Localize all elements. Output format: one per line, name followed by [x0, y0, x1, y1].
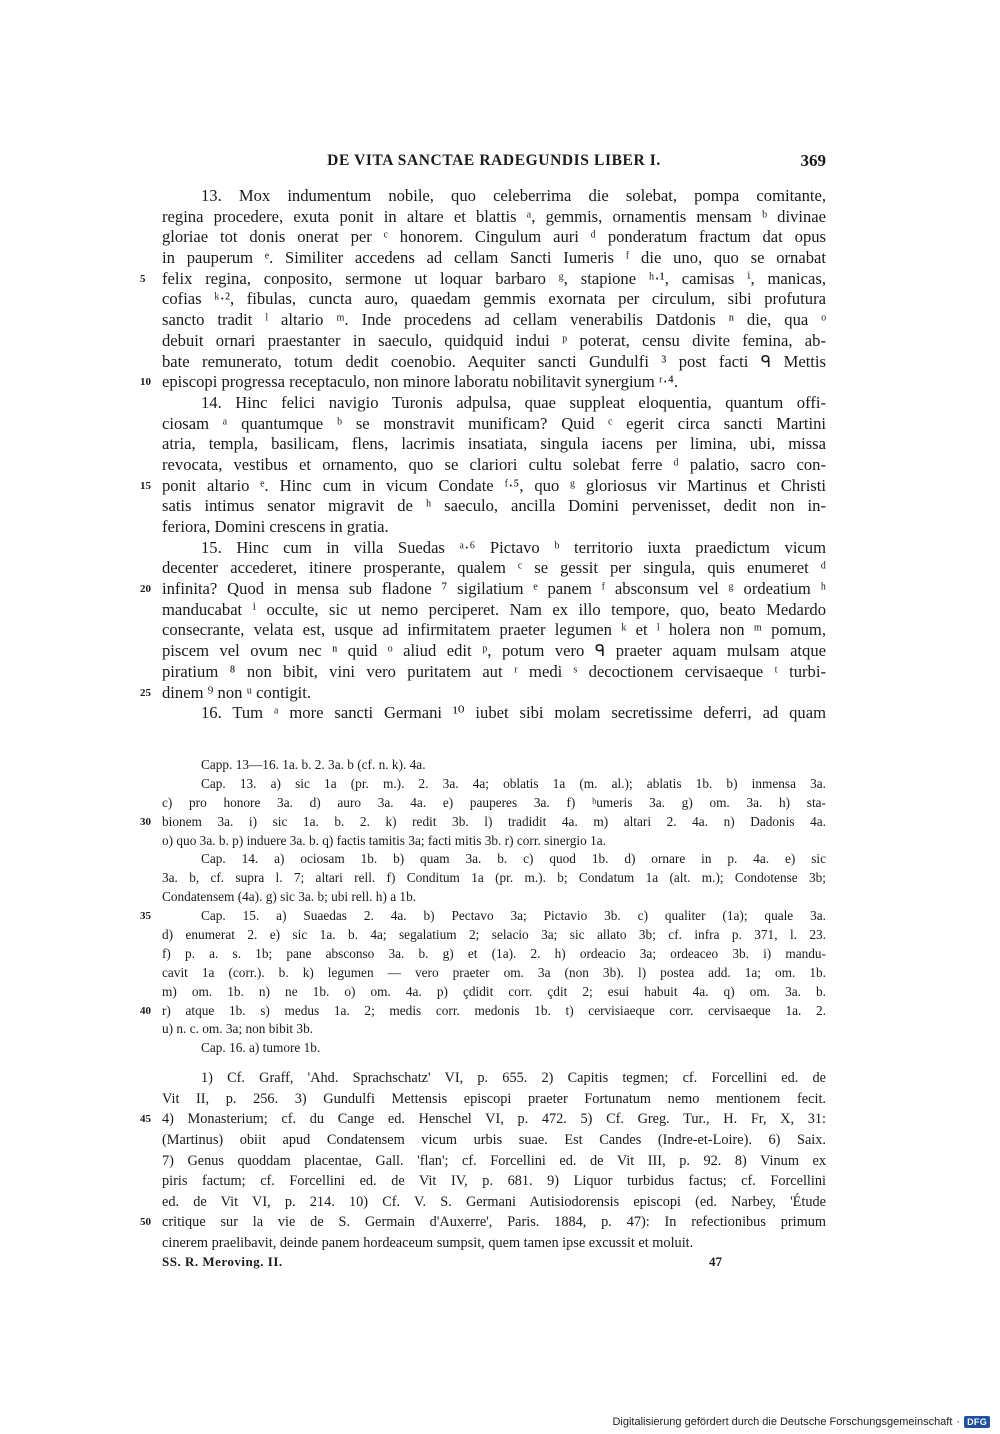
apparatus-line: [140, 907, 826, 926]
line-number: 15: [140, 479, 151, 492]
main-line: [140, 682, 826, 704]
main-line: [162, 558, 826, 579]
apparatus-text: c) pro honore 3a. d) auro 3a. 4a. e) pauperes 3a. f) ʰumeris 3a. g) om. 3a. h) sta-: [162, 794, 826, 810]
apparatus-line: [162, 945, 826, 964]
line-number: 40: [140, 1004, 151, 1017]
main-line: [162, 517, 826, 538]
main-line: [140, 372, 826, 393]
main-line: [140, 268, 826, 290]
note-line: [162, 1151, 826, 1172]
main-line: [162, 434, 826, 455]
apparatus-line: [162, 794, 826, 813]
apparatus-line: [140, 813, 826, 832]
note-text: 1) Cf. Graff, 'Ahd. Sprachschatz' VI, p. 655. 2) Capitis tegmen; cf. Forcellini ed. de: [201, 1070, 826, 1087]
main-line: [162, 641, 826, 662]
note-line: [162, 1068, 826, 1089]
main-text: atria, templa, basilicam, flens, lacrimis insatiata, singula iacens per limina, ubi, missa: [162, 434, 826, 454]
main-text: consecrante, velata est, usque ad infirmitatem praeter legumen ᵏ et ˡ holera non ᵐ pomum,: [162, 620, 826, 640]
note-text: Vit II, p. 256. 3) Gundulfi Mettensis episcopi praeter Fortunatum nemo mentionem fecit.: [162, 1090, 826, 1107]
sheet-number: 47: [709, 1254, 722, 1269]
dfg-logo: DFG: [964, 1416, 990, 1428]
main-line: [162, 207, 826, 228]
note-line: [162, 1130, 826, 1151]
main-line: [162, 186, 826, 207]
apparatus-text: Cap. 16. a) tumore 1b.: [201, 1040, 321, 1056]
main-text: [140, 186, 826, 724]
note-line: [162, 1089, 826, 1110]
apparatus-text: Cap. 14. a) ociosam 1b. b) quam 3a. b. c) quod 1b. d) ornare in p. 4a. e) sic: [201, 851, 826, 867]
apparatus-text: u) n. c. om. 3a; non bibit 3b.: [162, 1021, 314, 1037]
main-text: revocata, vestibus et ornamento, quo se clariori cultu solebat ferre ᵈ palatio, sacro con-: [162, 454, 826, 474]
apparatus-text: Capp. 13—16. 1a. b. 2. 3a. b (cf. n. k). 4a.: [201, 757, 426, 772]
main-line: [162, 600, 826, 621]
main-text: bate remunerato, totum dedit coenobio. Aequiter sancti Gundulfi ³ post facti ᑫ Mettis: [162, 351, 826, 371]
line-number: 20: [140, 583, 151, 596]
main-text: episcopi progressa receptaculo, non minore laboratu nobilitavit synergium ʳ·⁴.: [162, 372, 678, 392]
note-text: 7) Genus quoddam placentae, Gall. 'flan'; cf. Forcellini ed. de Vit III, p. 92. 8) Vinum ex: [162, 1152, 826, 1169]
main-text: feriora, Domini crescens in gratia.: [162, 517, 389, 536]
main-line: [162, 248, 826, 269]
note-line: [140, 1212, 826, 1233]
main-text: piratium ⁸ non bibit, vini vero puritatem aut ʳ medi ˢ decoctionem cervisaeque ᵗ turbi-: [162, 661, 826, 681]
main-text: piscem vel ovum nec ⁿ quid ᵒ aliud edit ᵖ, potum vero ᑫ praeter aquam mulsam atque: [162, 641, 826, 661]
main-text: in pauperum ᵉ. Similiter accedens ad cellam Sancti Iumeris ᶠ die uno, quo se ornabat: [162, 248, 826, 268]
apparatus-line: [162, 1020, 826, 1039]
apparatus-line: [162, 964, 826, 983]
main-line: [140, 579, 826, 600]
line-number: 5: [140, 272, 146, 285]
main-text: cofias ᵏ·², fibulas, cuncta auro, quaedam gemmis exornata per circulum, sibi profutura: [162, 289, 826, 309]
main-line: [162, 496, 826, 517]
main-text: manducabat ⁱ occulte, sic ut nemo perciperet. Nam ex illo tempore, quo, beato Medardo: [162, 599, 826, 619]
note-text: 4) Monasterium; cf. du Cange ed. Henschel VI, p. 472. 5) Cf. Greg. Tur., H. Fr, X, 31:: [162, 1111, 826, 1128]
line-number: 30: [140, 815, 151, 828]
apparatus-text: cavit 1a (corr.). b. k) legumen — vero praeter om. 3a (non 3b). l) postea add. 1a; om. 1b.: [162, 964, 826, 980]
note-line: [162, 1233, 826, 1254]
main-line: [162, 620, 826, 641]
main-text: 15. Hinc cum in villa Suedas ᵃ·⁶ Pictavo ᵇ territorio iuxta praedictum vicum: [201, 537, 826, 557]
apparatus-line: [162, 775, 826, 794]
main-text: regina procedere, exuta ponit in altare et blattis ᵃ, gemmis, ornamentis mensam ᵇ divinae: [162, 206, 826, 226]
apparatus-text: Condatensem (4a). g) sic 3a. b; ubi rell. h) a 1b.: [162, 889, 417, 905]
running-header: [162, 152, 826, 176]
apparatus-text: bionem 3a. i) sic 1a. b. 2. k) redit 3b. l) tradidit 4a. m) altari 2. 4a. n) Dadonis 4a.: [162, 813, 826, 829]
main-line: [162, 310, 826, 331]
note-line: [162, 1192, 826, 1213]
main-text: satis intimus senator migravit de ʰ saeculo, ancilla Domini pervenisset, dedit non in-: [162, 496, 826, 516]
apparatus-text: o) quo 3a. b. p) induere 3a. b. q) factis tamitis 3a; facti mitis 3b. r) corr. sinergio 1a.: [162, 832, 606, 848]
line-number: 50: [140, 1216, 151, 1229]
main-text: 16. Tum ᵃ more sancti Germani ¹⁰ iubet sibi molam secretissime deferri, ad quam: [201, 703, 826, 723]
main-text: debuit ornari praestanter in saeculo, quidquid indui ᵖ poterat, censu divite femina, ab-: [162, 330, 826, 350]
apparatus-line: [140, 1002, 826, 1021]
note-text: ed. de Vit VI, p. 214. 10) Cf. V. S. Germani Autisiodorensis episcopi (ed. Narbey, 'Étude: [162, 1193, 826, 1210]
apparatus-text: 3a. b, cf. supra l. 7; altari rell. f) Conditum 1a (pr. m.). b; Condatum 1a (alt. m.); Condotense 3b;: [162, 870, 826, 886]
page-footer: [162, 1254, 722, 1274]
apparatus-line: [162, 983, 826, 1002]
apparatus-line: [162, 1039, 826, 1058]
apparatus-text: Cap. 13. a) sic 1a (pr. m.). 2. 3a. 4a; oblatis 1a (m. al.); ablatis 1b. b) inmensa 3a.: [201, 775, 826, 791]
main-text: ponit altario ᵉ. Hinc cum in vicum Condate ᶠ·⁵, quo ᵍ gloriosus vir Martinus et Christi: [162, 475, 826, 495]
commentary-notes: [140, 1068, 826, 1253]
line-number: 10: [140, 376, 151, 389]
apparatus-line: [162, 832, 826, 851]
main-line: [162, 538, 826, 559]
line-number: 25: [140, 686, 151, 699]
apparatus-line: [162, 926, 826, 945]
dfg-credit: Digitalisierung gefördert durch die Deutsche Forschungsgemeinschaft · DFG: [612, 1414, 990, 1430]
main-line: [162, 331, 826, 352]
main-line: [162, 393, 826, 414]
note-text: critique sur la vie de S. Germain d'Auxerre', Paris. 1884, p. 47): In refectionibus primum: [162, 1214, 826, 1231]
main-text: gloriae tot donis onerat per ᶜ honorem. Cingulum auri ᵈ ponderatum fractum dat opus: [162, 227, 826, 247]
main-line: [162, 414, 826, 435]
running-title: DE VITA SANCTAE RADEGUNDIS LIBER I.: [327, 152, 661, 169]
apparatus-line: [162, 888, 826, 907]
apparatus-text: Cap. 15. a) Suaedas 2. 4a. b) Pectavo 3a; Pictavio 3b. c) qualiter (1a); quale 3a.: [201, 908, 826, 924]
line-number: 45: [140, 1113, 151, 1126]
main-text: dinem ⁹ non ᵘ contigit.: [162, 682, 312, 702]
main-text: 13. Mox indumentum nobile, quo celeberrima die solebat, pompa comitante,: [201, 186, 826, 205]
apparatus-text: f) p. a. s. 1b; pane absconso 3a. b. g) et (1a). 2. h) ordeacio 3a; ordeaceo 3b. i) mandu-: [162, 945, 826, 961]
main-line: [162, 352, 826, 373]
main-line: [162, 662, 826, 683]
main-text: felix regina, conposito, sermone ut loquar barbaro ᵍ, stapione ʰ·¹, camisas ⁱ, manicas,: [162, 268, 826, 288]
main-line: [140, 475, 826, 497]
main-line: [162, 227, 826, 248]
apparatus-text: r) atque 1b. s) medus 1a. 2; medis corr. medonis 1b. t) cervisiaeque corr. cervisaeque 1a. 2.: [162, 1002, 826, 1018]
volume-signature: SS. R. Meroving. II.: [162, 1254, 283, 1269]
apparatus-line: [162, 756, 826, 775]
note-text: (Martinus) obiit apud Condatensem vicum urbis suae. Est Candes (Indre-et-Loire). 6) Saix.: [162, 1132, 826, 1149]
main-text: 14. Hinc felici navigio Turonis adpulsa, quae suppleat eloquentia, quantum offi-: [201, 392, 826, 412]
note-line: [162, 1171, 826, 1192]
main-text: infinita? Quod in mensa sub fladone ⁷ sigilatium ᵉ panem ᶠ absconsum vel ᵍ ordeatium ʰ: [162, 579, 826, 599]
apparatus-text: d) enumerat 2. e) sic 1a. b. 4a; segalatium 2; selacio 3a; sic allato 3b; cf. infra p. 371, l. 23.: [162, 927, 826, 943]
apparatus-text: m) om. 1b. n) ne 1b. o) om. 4a. p) çdidit corr. çdit 2; esui habuit 4a. q) om. 3a. b.: [162, 983, 826, 999]
apparatus-line: [162, 850, 826, 869]
note-line: [140, 1109, 826, 1130]
main-text: ciosam ᵃ quantumque ᵇ se monstravit munificam? Quid ᶜ egerit circa sancti Martini: [162, 413, 826, 433]
line-number: 35: [140, 910, 151, 923]
main-line: [162, 703, 826, 724]
main-text: sancto tradit ˡ altario ᵐ. Inde procedens ad cellam venerabilis Datdonis ⁿ die, qua ᵒ: [162, 310, 826, 330]
page-number: 369: [800, 151, 826, 170]
main-line: [162, 289, 826, 310]
dfg-credit-text: Digitalisierung gefördert durch die Deutsche Forschungsgemeinschaft: [612, 1416, 953, 1428]
critical-apparatus: [140, 756, 826, 1058]
notes-area: [140, 756, 826, 1254]
main-text: decenter accederet, itinere prosperante, qualem ᶜ se gessit per singula, quis enumeret ᵈ: [162, 558, 826, 578]
note-text: cinerem praelibavit, deinde panem hordeaceum sumpsit, quem tamen ipse excussit et moluit.: [162, 1235, 694, 1251]
note-text: piris factum; cf. Forcellini ed. de Vit IV, p. 681. 9) Liquor turbidus factus; cf. Forcellini: [162, 1173, 826, 1190]
apparatus-line: [162, 869, 826, 888]
main-line: [162, 455, 826, 476]
